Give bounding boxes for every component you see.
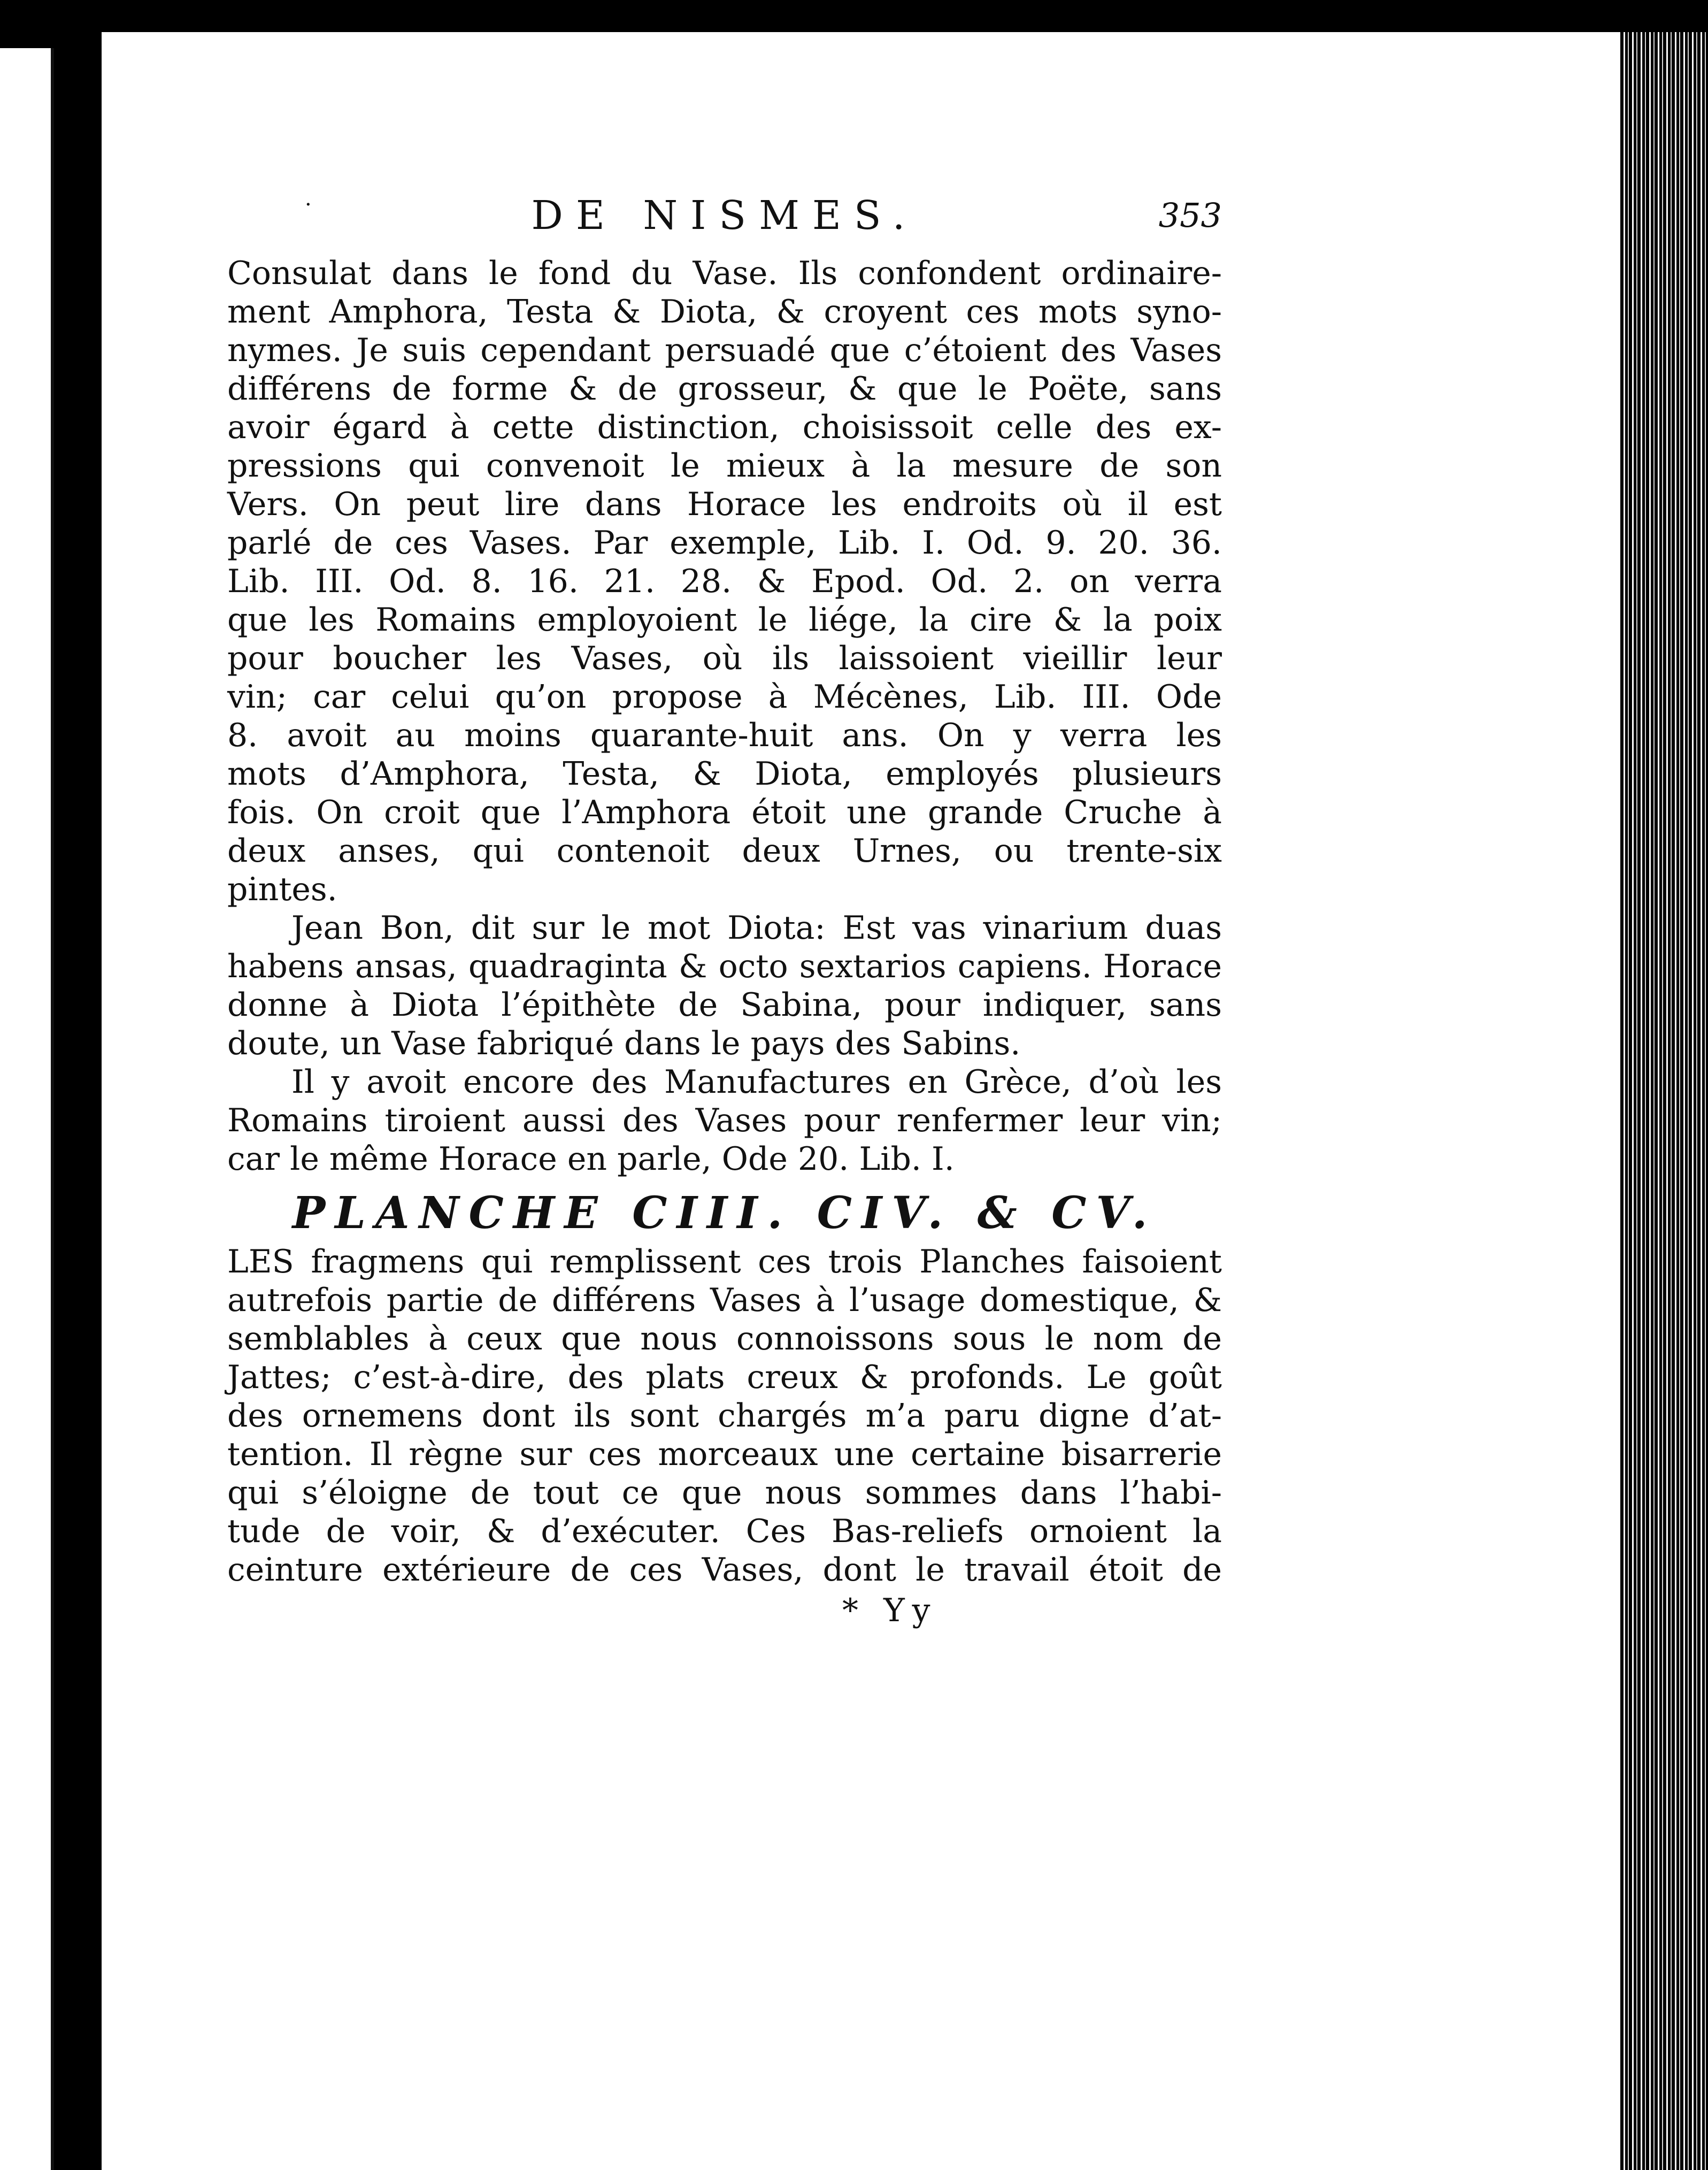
signature-mark: * Yy: [842, 1592, 938, 1629]
text-line: semblables à ceux que nous connoissons sous le nom de: [227, 1320, 1222, 1358]
text-line: Il y avoit encore des Manufactures en Grèce, d’où les: [291, 1063, 1222, 1101]
text-line: pintes.: [227, 871, 337, 908]
text-line: 8. avoit au moins quarante-huit ans. On y verra les: [227, 717, 1222, 754]
text-line: pour boucher les Vases, où ils laissoient vieillir leur: [227, 640, 1222, 677]
running-title: DE NISMES.: [531, 193, 918, 239]
facing-page-edge: [0, 48, 54, 2170]
text-line: différens de forme & de grosseur, & que le Poëte, sans: [227, 370, 1222, 408]
text-line: des ornemens dont ils sont chargés m’a paru digne d’at-: [227, 1397, 1222, 1435]
text-line: tude de voir, & d’exécuter. Ces Bas-reliefs ornoient la: [227, 1513, 1222, 1550]
text-line: tention. Il règne sur ces morceaux une certaine bisarrerie: [227, 1436, 1222, 1473]
text-line: donne à Diota l’épithète de Sabina, pour indiquer, sans: [227, 986, 1222, 1024]
page-body: [227, 254, 1222, 1632]
text-line: LES fragmens qui remplissent ces trois Planches faisoient: [227, 1243, 1222, 1280]
header-mark: ·: [305, 193, 312, 217]
text-line: Lib. III. Od. 8. 16. 21. 28. & Epod. Od. 2. on verra: [227, 563, 1222, 600]
text-line: nymes. Je suis cependant persuadé que c’étoient des Vases: [227, 332, 1222, 369]
text-line: doute, un Vase fabriqué dans le pays des Sabins.: [227, 1025, 1021, 1062]
text-line: Jattes; c’est-à-dire, des plats creux & profonds. Le goût: [227, 1359, 1222, 1396]
text-line: car le même Horace en parle, Ode 20. Lib. I.: [227, 1140, 955, 1178]
text-line: fois. On croit que l’Amphora étoit une grande Cruche à: [227, 794, 1222, 831]
text-line: vin; car celui qu’on propose à Mécènes, Lib. III. Ode: [227, 678, 1222, 716]
text-line: deux anses, qui contenoit deux Urnes, ou trente-six: [227, 832, 1222, 870]
text-line: habens ansas, quadraginta & octo sextarios capiens. Horace: [227, 948, 1222, 985]
text-line: Consulat dans le fond du Vase. Ils confondent ordinaire-: [227, 255, 1222, 292]
text-line: ment Amphora, Testa & Diota, & croyent ces mots syno-: [227, 293, 1222, 331]
text-line: Romains tiroient aussi des Vases pour renfermer leur vin;: [227, 1102, 1222, 1139]
text-line: Vers. On peut lire dans Horace les endroits où il est: [227, 486, 1222, 523]
text-line: ceinture extérieure de ces Vases, dont le travail étoit de: [227, 1551, 1222, 1589]
text-line: mots d’Amphora, Testa, & Diota, employés plusieurs: [227, 755, 1222, 793]
page-number: 353: [1158, 196, 1222, 235]
text-line: qui s’éloigne de tout ce que nous sommes dans l’habi-: [227, 1474, 1222, 1512]
page-header: [227, 182, 1222, 257]
text-line: pressions qui convenoit le mieux à la mesure de son: [227, 447, 1222, 485]
plate-heading: PLANCHE CIII. CIV. & CV.: [292, 1187, 1157, 1239]
text-line: autrefois partie de différens Vases à l’usage domestique, &: [227, 1282, 1222, 1319]
book-page: [102, 32, 1620, 2170]
page-fore-edge: [1620, 32, 1708, 2170]
text-line: parlé de ces Vases. Par exemple, Lib. I. Od. 9. 20. 36.: [227, 524, 1222, 562]
text-line: avoir égard à cette distinction, choisissoit celle des ex-: [227, 409, 1222, 446]
text-line: que les Romains employoient le liége, la cire & la poix: [227, 601, 1222, 639]
text-line: Jean Bon, dit sur le mot Diota: Est vas vinarium duas: [291, 909, 1222, 947]
